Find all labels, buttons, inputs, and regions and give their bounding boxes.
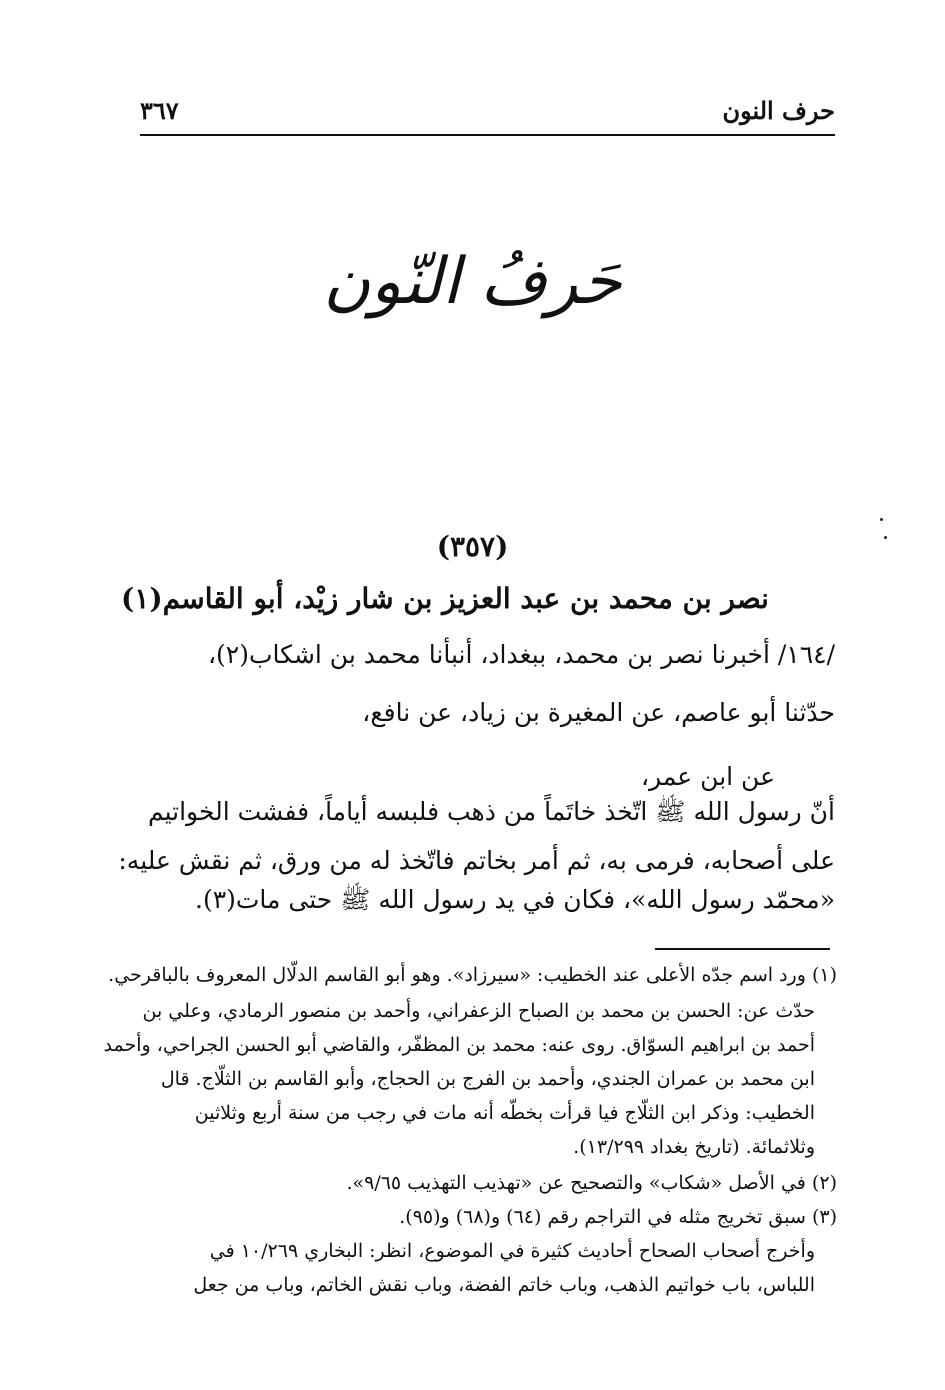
footnote-line: (٣) سبق تخريج مثله في التراجم رقم (٦٤) و(٦٨) و(٩٥).	[399, 1206, 837, 1228]
footnote-rule	[655, 948, 830, 950]
entry-title: نصر بن محمد بن عبد العزيز بن شار زيْد، أبو القاسم(١)	[121, 582, 769, 615]
footnote-line: اللباس، باب خواتيم الذهب، وباب خاتم الفضة، وباب نقش الخاتم، وباب من جعل	[193, 1274, 815, 1296]
footnote-line: الخطيب: وذكر ابن الثلّاج فيا قرأت بخطّه أنه مات في رجب من سنة أربع وثلاثين	[194, 1102, 815, 1124]
footnote-line: (٢) في الأصل «شكاب» والتصحيح عن «تهذيب التهذيب ٩/٦٥».	[346, 1172, 837, 1194]
body-line: عن ابن عمر،	[640, 762, 775, 791]
footnote-line: أحمد بن ابراهيم السوّاق. روى عنه: محمد بن المظفّر، والقاضي أبو الحسن الجراحي، وأحمد	[103, 1034, 815, 1056]
footnote-line: وأخرج أصحاب الصحاح أحاديث كثيرة في الموضوع، انظر: البخاري ١٠/٢٦٩ في	[209, 1240, 815, 1262]
chapter-title: حَرفُ النّون	[323, 245, 622, 319]
running-header	[140, 96, 835, 136]
footnote-line: (١) ورد اسم جدّه الأعلى عند الخطيب: «سيرزاد». وهو أبو القاسم الدلّال المعروف بالباقرحي.	[108, 964, 837, 986]
scan-speck	[880, 518, 883, 521]
scan-speck	[884, 536, 887, 539]
header-title: حرف النون	[722, 96, 835, 125]
footnote-line: وثلاثمائة. (تاريخ بغداد ١٣/٢٩٩).	[573, 1136, 815, 1158]
body-line: /١٦٤/ أخبرنا نصر بن محمد، ببغداد، أنبأنا محمد بن اشكاب(٢)،	[207, 640, 835, 669]
page-number: ٣٦٧	[140, 96, 179, 125]
body-line: أنّ رسول الله ﷺ اتّخذ خاتَماً من ذهب فلبسه أياماً، ففشت الخواتيم	[147, 797, 835, 826]
header-rule	[140, 134, 835, 136]
body-line: على أصحابه، فرمى به، ثم أمر بخاتم فاتّخذ له من ورق، ثم نقش عليه:	[118, 846, 835, 875]
footnote-line: ابن محمد بن عمران الجندي، وأحمد بن الفرج بن الحجاج، وأبو القاسم بن الثلّاج. قال	[160, 1068, 815, 1090]
footnote-line: حدّث عن: الحسن بن محمد بن الصباح الزعفراني، وأحمد بن منصور الرمادي، وعلي بن	[142, 1000, 815, 1022]
body-line: «محمّد رسول الله»، فكان في يد رسول الله ﷺ حتى مات(٣).	[195, 885, 835, 914]
entry-number: (٣٥٧)	[436, 530, 509, 563]
body-line: حدّثنا أبو عاصم، عن المغيرة بن زياد، عن نافع،	[362, 698, 835, 727]
